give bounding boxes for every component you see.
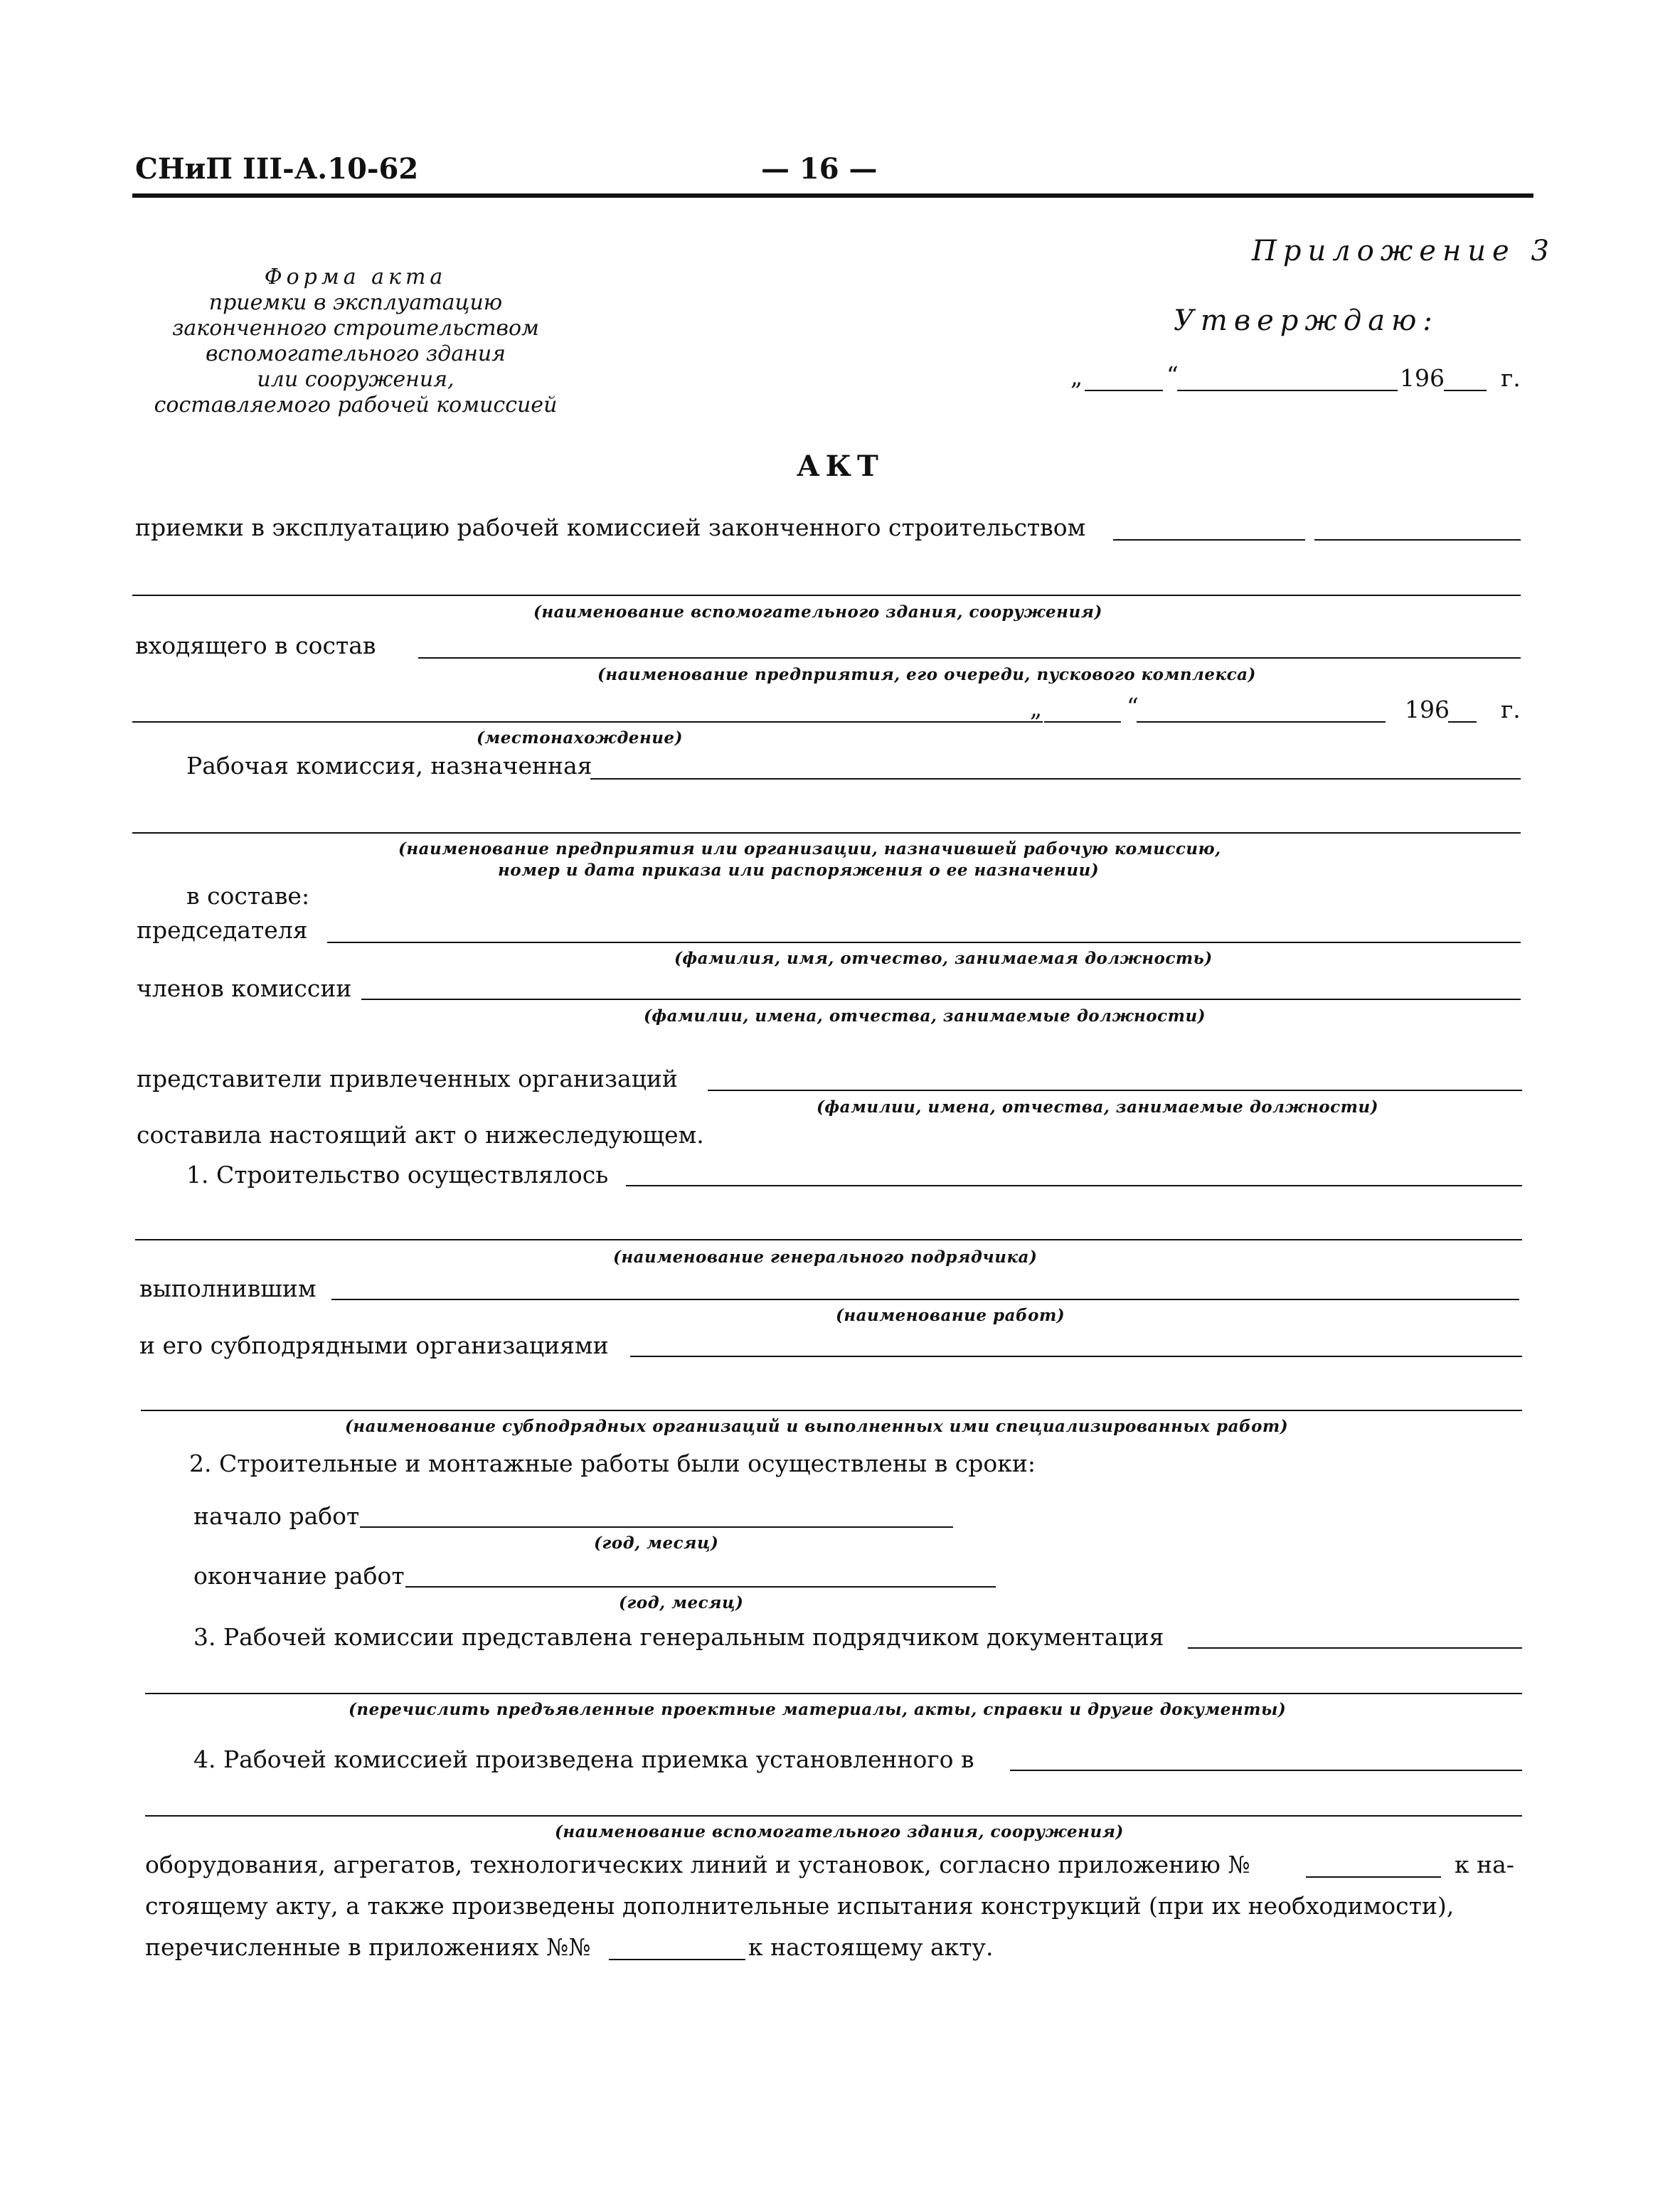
caption-end: (год, месяц) <box>619 1593 744 1612</box>
approve-quote-close: “ <box>1166 361 1179 389</box>
item4-line <box>1010 1770 1522 1771</box>
representatives-label: представители привлеченных организаций <box>137 1065 678 1092</box>
caption-works: (наименование работ) <box>836 1306 1065 1325</box>
header-rule <box>132 193 1533 198</box>
caption-building: (наименование вспомогательного здания, сооружения) <box>533 602 1102 622</box>
item1-line <box>626 1185 1522 1186</box>
location-line <box>132 721 1043 723</box>
subcontractors-line-2 <box>141 1410 1522 1411</box>
intro-line-a <box>1113 539 1305 541</box>
caption-members: (фамилии, имена, отчества, занимаемые должности) <box>644 1006 1206 1026</box>
approve-year-prefix: 196 <box>1400 364 1445 392</box>
end-line <box>405 1586 996 1588</box>
caption-org-line2: номер и дата приказа или распоряжения о ее назначении) <box>498 861 1100 880</box>
item3-line <box>1188 1647 1522 1649</box>
start-line <box>360 1526 953 1528</box>
location-year-suffix: г. <box>1501 696 1521 723</box>
form-title-line3: законченного строительством <box>172 316 539 341</box>
caption-subcontractors: (наименование субподрядных организаций и выполненных ими специализированных работ) <box>345 1417 1289 1436</box>
paragraph-line3: перечисленные в приложениях №№ <box>145 1933 591 1961</box>
act-title: АКТ <box>797 450 884 483</box>
form-title-line1: Форма акта <box>264 265 447 289</box>
approve-year-suffix: г. <box>1501 364 1521 392</box>
item4-line-2 <box>145 1815 1522 1817</box>
approve-day-line <box>1085 390 1163 391</box>
representatives-line <box>708 1090 1522 1091</box>
caption-docs: (перечислить предъявленные проектные материалы, акты, справки и другие документы) <box>349 1700 1287 1719</box>
location-year-prefix: 196 <box>1405 696 1450 723</box>
performed-line <box>331 1299 1519 1300</box>
enterprise-line <box>418 657 1521 659</box>
paragraph-line3-end: к настоящему акту. <box>748 1933 994 1961</box>
form-title-line5: или сооружения, <box>257 367 454 392</box>
performed-label: выполнившим <box>139 1275 317 1302</box>
start-label: начало работ <box>193 1502 360 1530</box>
approve-quote-open: „ <box>1070 363 1083 390</box>
location-quote-open: „ <box>1030 694 1043 722</box>
appendices-number-line <box>609 1959 745 1960</box>
caption-org-line1: (наименование предприятия или организации, назначившей рабочую комиссию, <box>398 839 1221 858</box>
location-year-line <box>1448 721 1477 723</box>
building-line <box>132 595 1521 596</box>
document-code: СНиП III-А.10-62 <box>135 152 419 186</box>
paragraph-line1-end: к на- <box>1455 1851 1514 1878</box>
commission-line-2 <box>132 832 1521 834</box>
compiled-text: составила настоящий акт о нижеследующем. <box>137 1121 704 1149</box>
approve-label: Утверждаю: <box>1174 304 1439 337</box>
act-intro: приемки в эксплуатацию рабочей комиссией законченного строительством <box>135 514 1086 541</box>
caption-location: (местонахождение) <box>477 728 683 748</box>
item1-line-2 <box>135 1239 1522 1240</box>
chairman-line <box>327 942 1521 943</box>
composition-label: в составе: <box>186 882 310 910</box>
form-title-line2: приемки в эксплуатацию <box>208 290 503 315</box>
caption-enterprise: (наименование предприятия, его очереди, пускового комплекса) <box>597 665 1256 684</box>
part-of-label: входящего в состав <box>135 632 376 659</box>
members-line <box>361 999 1521 1000</box>
item3-line-2 <box>145 1693 1522 1694</box>
approve-year-line <box>1444 390 1487 391</box>
commission-line <box>590 778 1521 780</box>
subcontractors-label: и его субподрядными организациями <box>139 1331 609 1359</box>
location-month-line <box>1137 721 1386 723</box>
caption-representatives: (фамилии, имена, отчества, занимаемые должности) <box>817 1097 1379 1117</box>
commission-label: Рабочая комиссия, назначенная <box>186 752 592 780</box>
item4-text: 4. Рабочей комиссией произведена приемка установленного в <box>193 1745 974 1773</box>
end-label: окончание работ <box>193 1562 405 1590</box>
paragraph-line2: стоящему акту, а также произведены дополнительные испытания конструкций (при их необходимости), <box>145 1892 1455 1920</box>
appendix-label: Приложение 3 <box>1252 235 1556 267</box>
intro-line-b <box>1314 539 1521 541</box>
page-number: — 16 — <box>761 152 878 186</box>
location-day-line <box>1044 721 1121 723</box>
subcontractors-line <box>630 1356 1522 1357</box>
caption-building2: (наименование вспомогательного здания, сооружения) <box>555 1822 1124 1841</box>
caption-chairman: (фамилия, имя, отчество, занимаемая должность) <box>674 949 1213 968</box>
form-title-line4: вспомогательного здания <box>205 341 506 366</box>
caption-start: (год, месяц) <box>594 1533 719 1553</box>
caption-general: (наименование генерального подрядчика) <box>613 1248 1038 1267</box>
paragraph-line1: оборудования, агрегатов, технологических линий и установок, согласно приложению № <box>145 1851 1250 1878</box>
item2-text: 2. Строительные и монтажные работы были осуществлены в сроки: <box>189 1450 1036 1477</box>
chairman-label: председателя <box>137 916 308 944</box>
item3-text: 3. Рабочей комиссии представлена генеральным подрядчиком документация <box>193 1623 1164 1651</box>
location-quote-close: “ <box>1127 693 1139 721</box>
approve-month-line <box>1177 390 1398 391</box>
form-title-line6: составляемого рабочей комиссией <box>154 393 558 418</box>
members-label: членов комиссии <box>137 974 352 1002</box>
appendix-number-line <box>1306 1876 1441 1878</box>
item1-text: 1. Строительство осуществлялось <box>186 1161 609 1189</box>
